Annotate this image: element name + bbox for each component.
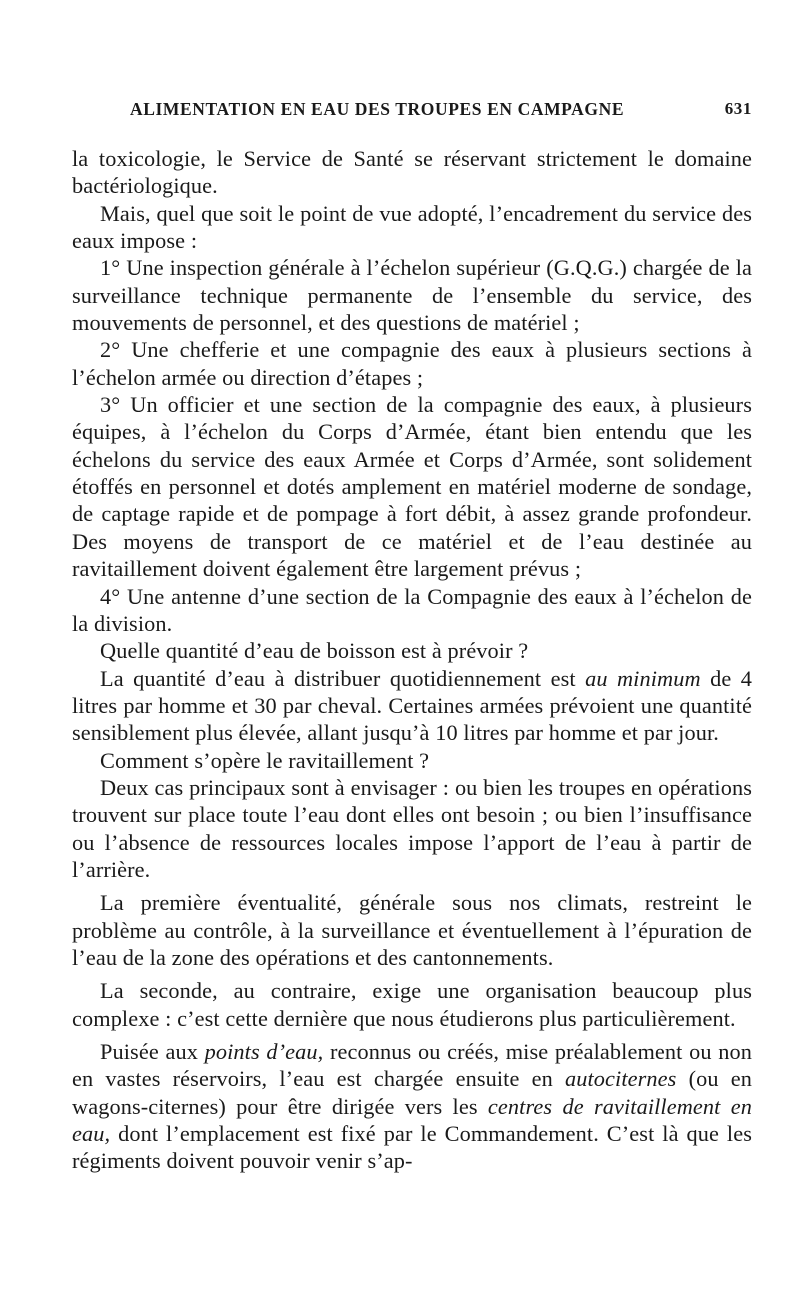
text-run: La quantité d’eau à distribuer quotidiennement est	[100, 665, 586, 691]
text-run: 3° Un officier et une section de la compagnie des eaux, à plusieurs équipes, à l’échelon du Corps d’Armée, étant bien entendu que les échelons du service des eaux Armée et Corps d’Armée, sont solidement étoffés en personnel et dotés amplement en matériel moderne de sondage, de captage rapide et de pompage à fort débit, à assez grande profondeur. Des moyens de transport de ce matériel et de l’eau destinée au ravitaillement doivent également être largement prévus ;	[72, 392, 752, 582]
page-number: 631	[724, 99, 752, 118]
text-run: Mais, quel que soit le point de vue adopté, l’encadrement du service des eaux impose :	[72, 200, 752, 254]
paragraph	[72, 1038, 752, 1175]
paragraph	[72, 336, 752, 391]
text-run: La seconde, au contraire, exige une organisation beaucoup plus complexe : c’est cette dernière que nous étudierons plus particulièrement.	[72, 978, 752, 1031]
text-run: Deux cas principaux sont à envisager : ou bien les troupes en opérations trouvent sur place toute l’eau dont elles ont besoin ; ou bien l’insuffisance ou l’absence de ressources locales impose l’apport de l’eau à partir de l’arrière.	[72, 774, 752, 882]
text-run: La première éventualité, générale sous nos climats, restreint le problème au contrôle, à la surveillance et éventuellement à l’épuration de l’eau de la zone des opérations et des cantonnements.	[72, 890, 752, 970]
paragraph	[72, 200, 752, 255]
paragraph	[72, 889, 752, 971]
body-text	[72, 145, 752, 1175]
text-run: Quelle quantité d’eau de boisson est à prévoir ?	[100, 638, 529, 664]
paragraph	[72, 774, 752, 883]
running-header	[72, 99, 752, 129]
paragraph	[72, 391, 752, 582]
paragraph	[72, 254, 752, 336]
italic-text: au minimum	[585, 665, 701, 691]
text-run: 1° Une inspection générale à l’échelon supérieur (G.Q.G.) chargée de la surveillance technique permanente de l’ensemble du service, des mouvements de personnel, et des questions de matériel ;	[72, 255, 752, 336]
paragraph	[72, 665, 752, 747]
paragraph	[72, 747, 752, 774]
italic-text: autociternes	[565, 1066, 677, 1092]
paragraph	[72, 637, 752, 664]
text-run: dont l’emplacement est fixé par le Commandement. C’est là que les régiments doivent pouvoir venir s’ap-	[72, 1121, 752, 1174]
text-run: de 4 litres par homme et 30 par cheval. Certaines armées prévoient une quantité sensiblement plus élevée, allant jusqu’à 10 litres par homme et par jour.	[72, 665, 752, 746]
paragraph	[72, 977, 752, 1032]
paragraph	[72, 145, 752, 200]
running-title: ALIMENTATION EN EAU DES TROUPES EN CAMPAGNE	[130, 99, 625, 119]
text-run: la toxicologie, le Service de Santé se réservant strictement le domaine bactériologique.	[72, 146, 752, 199]
paragraph	[72, 583, 752, 638]
text-run: 2° Une chefferie et une compagnie des eaux à plusieurs sections à l’échelon armée ou direction d’étapes ;	[72, 337, 752, 390]
italic-text: centres de ravitaillement en eau,	[72, 1093, 752, 1147]
text-run: 4° Une antenne d’une section de la Compagnie des eaux à l’échelon de la division.	[72, 583, 752, 636]
text-run: Comment s’opère le ravitaillement ?	[100, 747, 430, 773]
text-run: reconnus ou créés, mise préalablement ou non en vastes réservoirs, l’eau est chargée ensuite en	[72, 1039, 753, 1092]
italic-text: points d’eau,	[204, 1039, 324, 1064]
text-run: Puisée aux	[100, 1039, 205, 1064]
text-run: (ou en wagons-citernes) pour être dirigée vers les	[72, 1066, 752, 1119]
